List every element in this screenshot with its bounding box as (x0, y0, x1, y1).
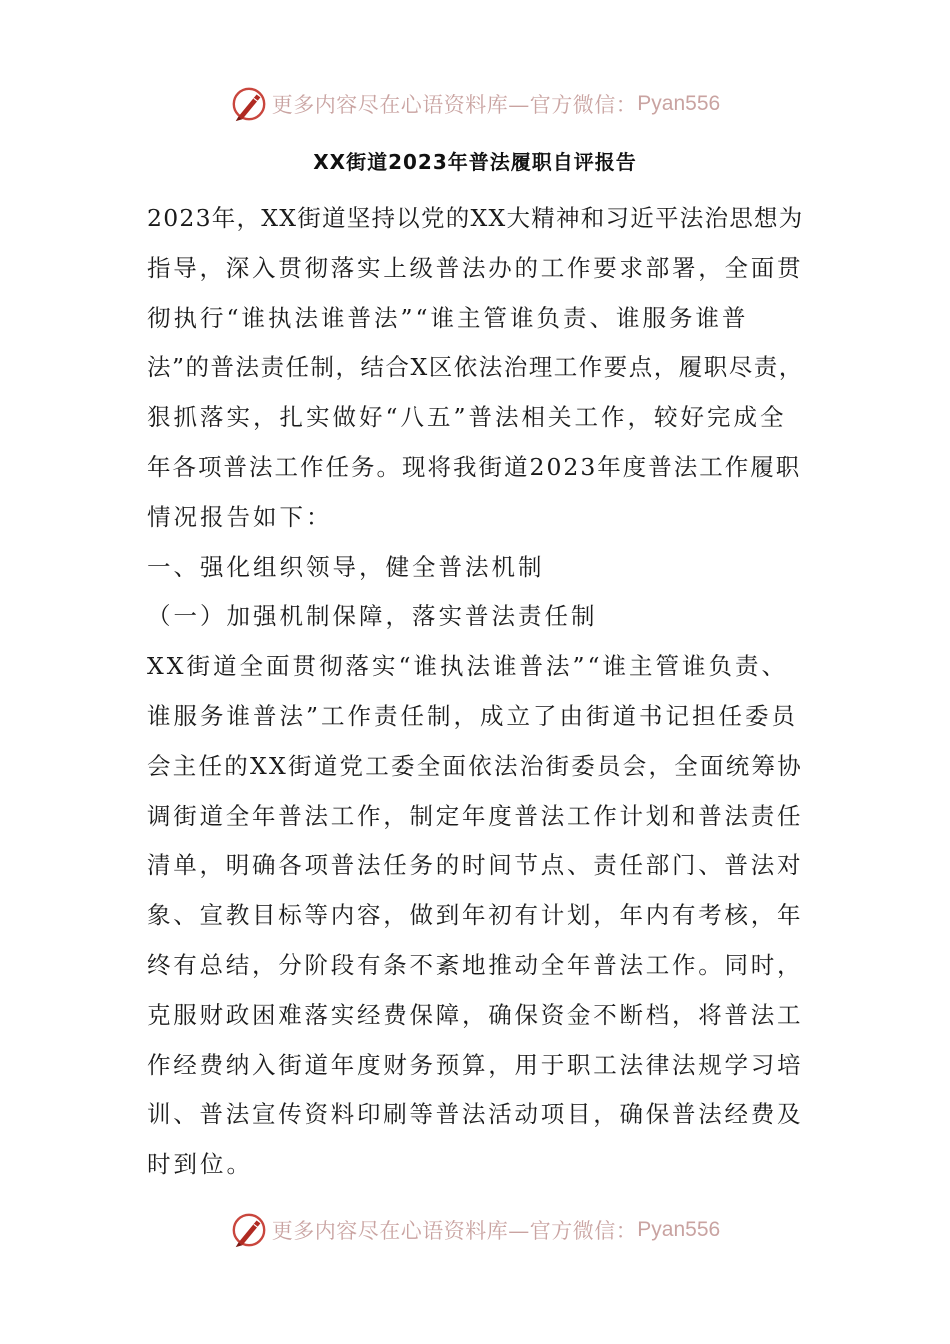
body-text-line: 调街道全年普法工作，制定年度普法工作计划和普法责任 (147, 801, 804, 830)
watermark-wechat-id: Pyan556 (637, 92, 721, 115)
body-text-line: 谁服务谁普法”工作责任制，成立了由街道书记担任委员 (147, 702, 799, 730)
watermark-text: 更多内容尽在心语资料库—官方微信： (271, 93, 638, 117)
body-text-line: 一、强化组织领导，健全普法机制 (147, 552, 545, 581)
body-text-line: 作经费纳入街道年度财务预算，用于职工法律法规学习培 (147, 1050, 804, 1079)
document-title: XX街道2023年普法履职自评报告 (313, 150, 637, 174)
body-text-line: 会主任的XX街道党工委全面依法治街委员会，全面统筹协 (147, 751, 803, 780)
body-text-line: 彻执行“谁执法谁普法”“谁主管谁负责、谁服务谁普 (147, 303, 749, 332)
watermark-wechat-id: Pyan556 (637, 1218, 721, 1241)
body-text-line: 象、宣教目标等内容，做到年初有计划，年内有考核，年 (147, 901, 804, 930)
body-text-line: 克服财政困难落实经费保障，确保资金不断档，将普法工 (147, 1000, 804, 1029)
body-text-line: XX街道全面贯彻落实“谁执法谁普法”“谁主管谁负责、 (147, 652, 789, 681)
watermark-banner-bottom (0, 1210, 950, 1250)
body-text-line: 清单，明确各项普法任务的时间节点、责任部门、普法对 (147, 851, 804, 880)
body-text-line: （一）加强机制保障，落实普法责任制 (147, 602, 598, 631)
body-text-line: 法”的普法责任制，结合X区依法治理工作要点，履职尽责， (147, 353, 804, 382)
body-text-line: 狠抓落实，扎实做好“八五”普法相关工作，较好完成全 (147, 403, 787, 432)
watermark-text: 更多内容尽在心语资料库—官方微信： (271, 1219, 638, 1243)
pen-logo-icon (230, 85, 268, 123)
body-text-line: 年各项普法工作任务。现将我街道2023年度普法工作履职 (147, 453, 802, 481)
pen-logo-icon (230, 1211, 268, 1249)
body-text-line: 时到位。 (147, 1150, 253, 1179)
watermark-banner-top (0, 84, 950, 124)
body-text-line: 情况报告如下： (147, 502, 333, 531)
body-text-line: 指导，深入贯彻落实上级普法办的工作要求部署，全面贯 (147, 253, 804, 282)
body-text-line: 2023年，XX街道坚持以党的XX大精神和习近平法治思想为 (147, 204, 804, 232)
body-text-line: 终有总结，分阶段有条不紊地推动全年普法工作。同时， (147, 951, 804, 979)
body-text-line: 训、普法宣传资料印刷等普法活动项目，确保普法经费及 (147, 1100, 804, 1129)
